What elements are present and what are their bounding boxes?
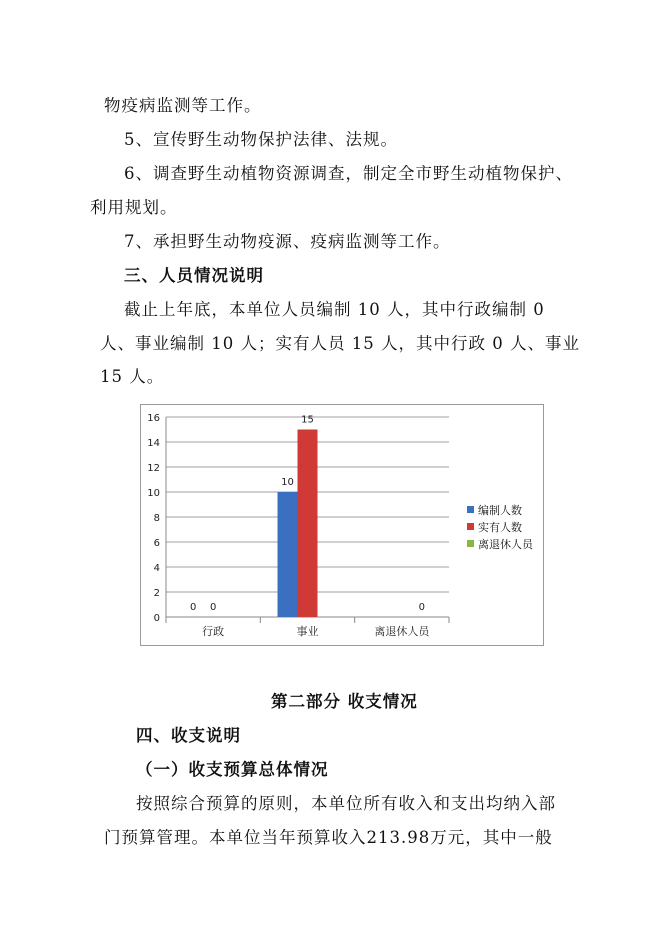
y-tick-label: 12	[147, 463, 160, 474]
y-tick-label: 16	[147, 413, 160, 424]
legend-label: 实有人数	[478, 520, 522, 534]
data-label: 0	[189, 602, 197, 613]
bar	[298, 430, 318, 618]
y-tick-label: 14	[147, 438, 160, 449]
staffing-bar-chart	[140, 404, 544, 646]
y-tick-label: 8	[153, 513, 160, 524]
y-tick-label: 0	[153, 613, 160, 624]
part-two-title: 第二部分 收支情况	[271, 692, 418, 711]
text-line-3: 6、调查野生动植物资源调查，制定全市野生动植物保护、	[124, 164, 573, 183]
legend-swatch	[467, 523, 474, 530]
x-tick-label: 离退休人员	[374, 625, 430, 638]
text-line-2: 5、宣传野生动物保护法律、法规。	[124, 130, 398, 149]
legend-item	[467, 535, 533, 552]
y-tick-label: 6	[153, 538, 160, 549]
subheading-budget-overview: （一）收支预算总体情况	[136, 760, 329, 779]
data-label: 0	[418, 602, 426, 613]
data-label: 15	[301, 414, 314, 426]
text-line-5: 7、承担野生动物疫源、疫病监测等工作。	[124, 232, 451, 251]
paragraph-line-5: 门预算管理。本单位当年预算收入213.98万元，其中一般	[104, 828, 553, 847]
paragraph-line-1: 截止上年底，本单位人员编制 10 人，其中行政编制 0	[124, 300, 545, 319]
y-tick-label: 2	[153, 588, 160, 599]
heading-personnel: 三、人员情况说明	[124, 266, 264, 285]
text-line-4: 利用规划。	[90, 198, 178, 217]
y-tick-label: 4	[153, 563, 160, 574]
chart-legend	[467, 501, 533, 552]
paragraph-line-4: 按照综合预算的原则，本单位所有收入和支出均纳入部	[136, 794, 556, 813]
legend-label: 离退休人员	[478, 537, 533, 551]
text-line-1: 物疫病监测等工作。	[104, 96, 262, 115]
x-tick-label: 事业	[296, 625, 319, 638]
y-tick-label: 10	[147, 488, 160, 499]
legend-swatch	[467, 540, 474, 547]
legend-label: 编制人数	[478, 503, 522, 517]
x-tick-label: 行政	[202, 625, 225, 638]
data-label: 0	[209, 602, 217, 613]
paragraph-line-2: 人、事业编制 10 人；实有人员 15 人，其中行政 0 人、事业	[100, 334, 580, 353]
legend-swatch	[467, 506, 474, 513]
bar	[278, 492, 298, 617]
heading-income-expense: 四、收支说明	[136, 726, 241, 745]
paragraph-line-3: 15 人。	[100, 367, 165, 386]
legend-item	[467, 518, 533, 535]
data-label: 10	[281, 477, 294, 488]
legend-item	[467, 501, 533, 518]
